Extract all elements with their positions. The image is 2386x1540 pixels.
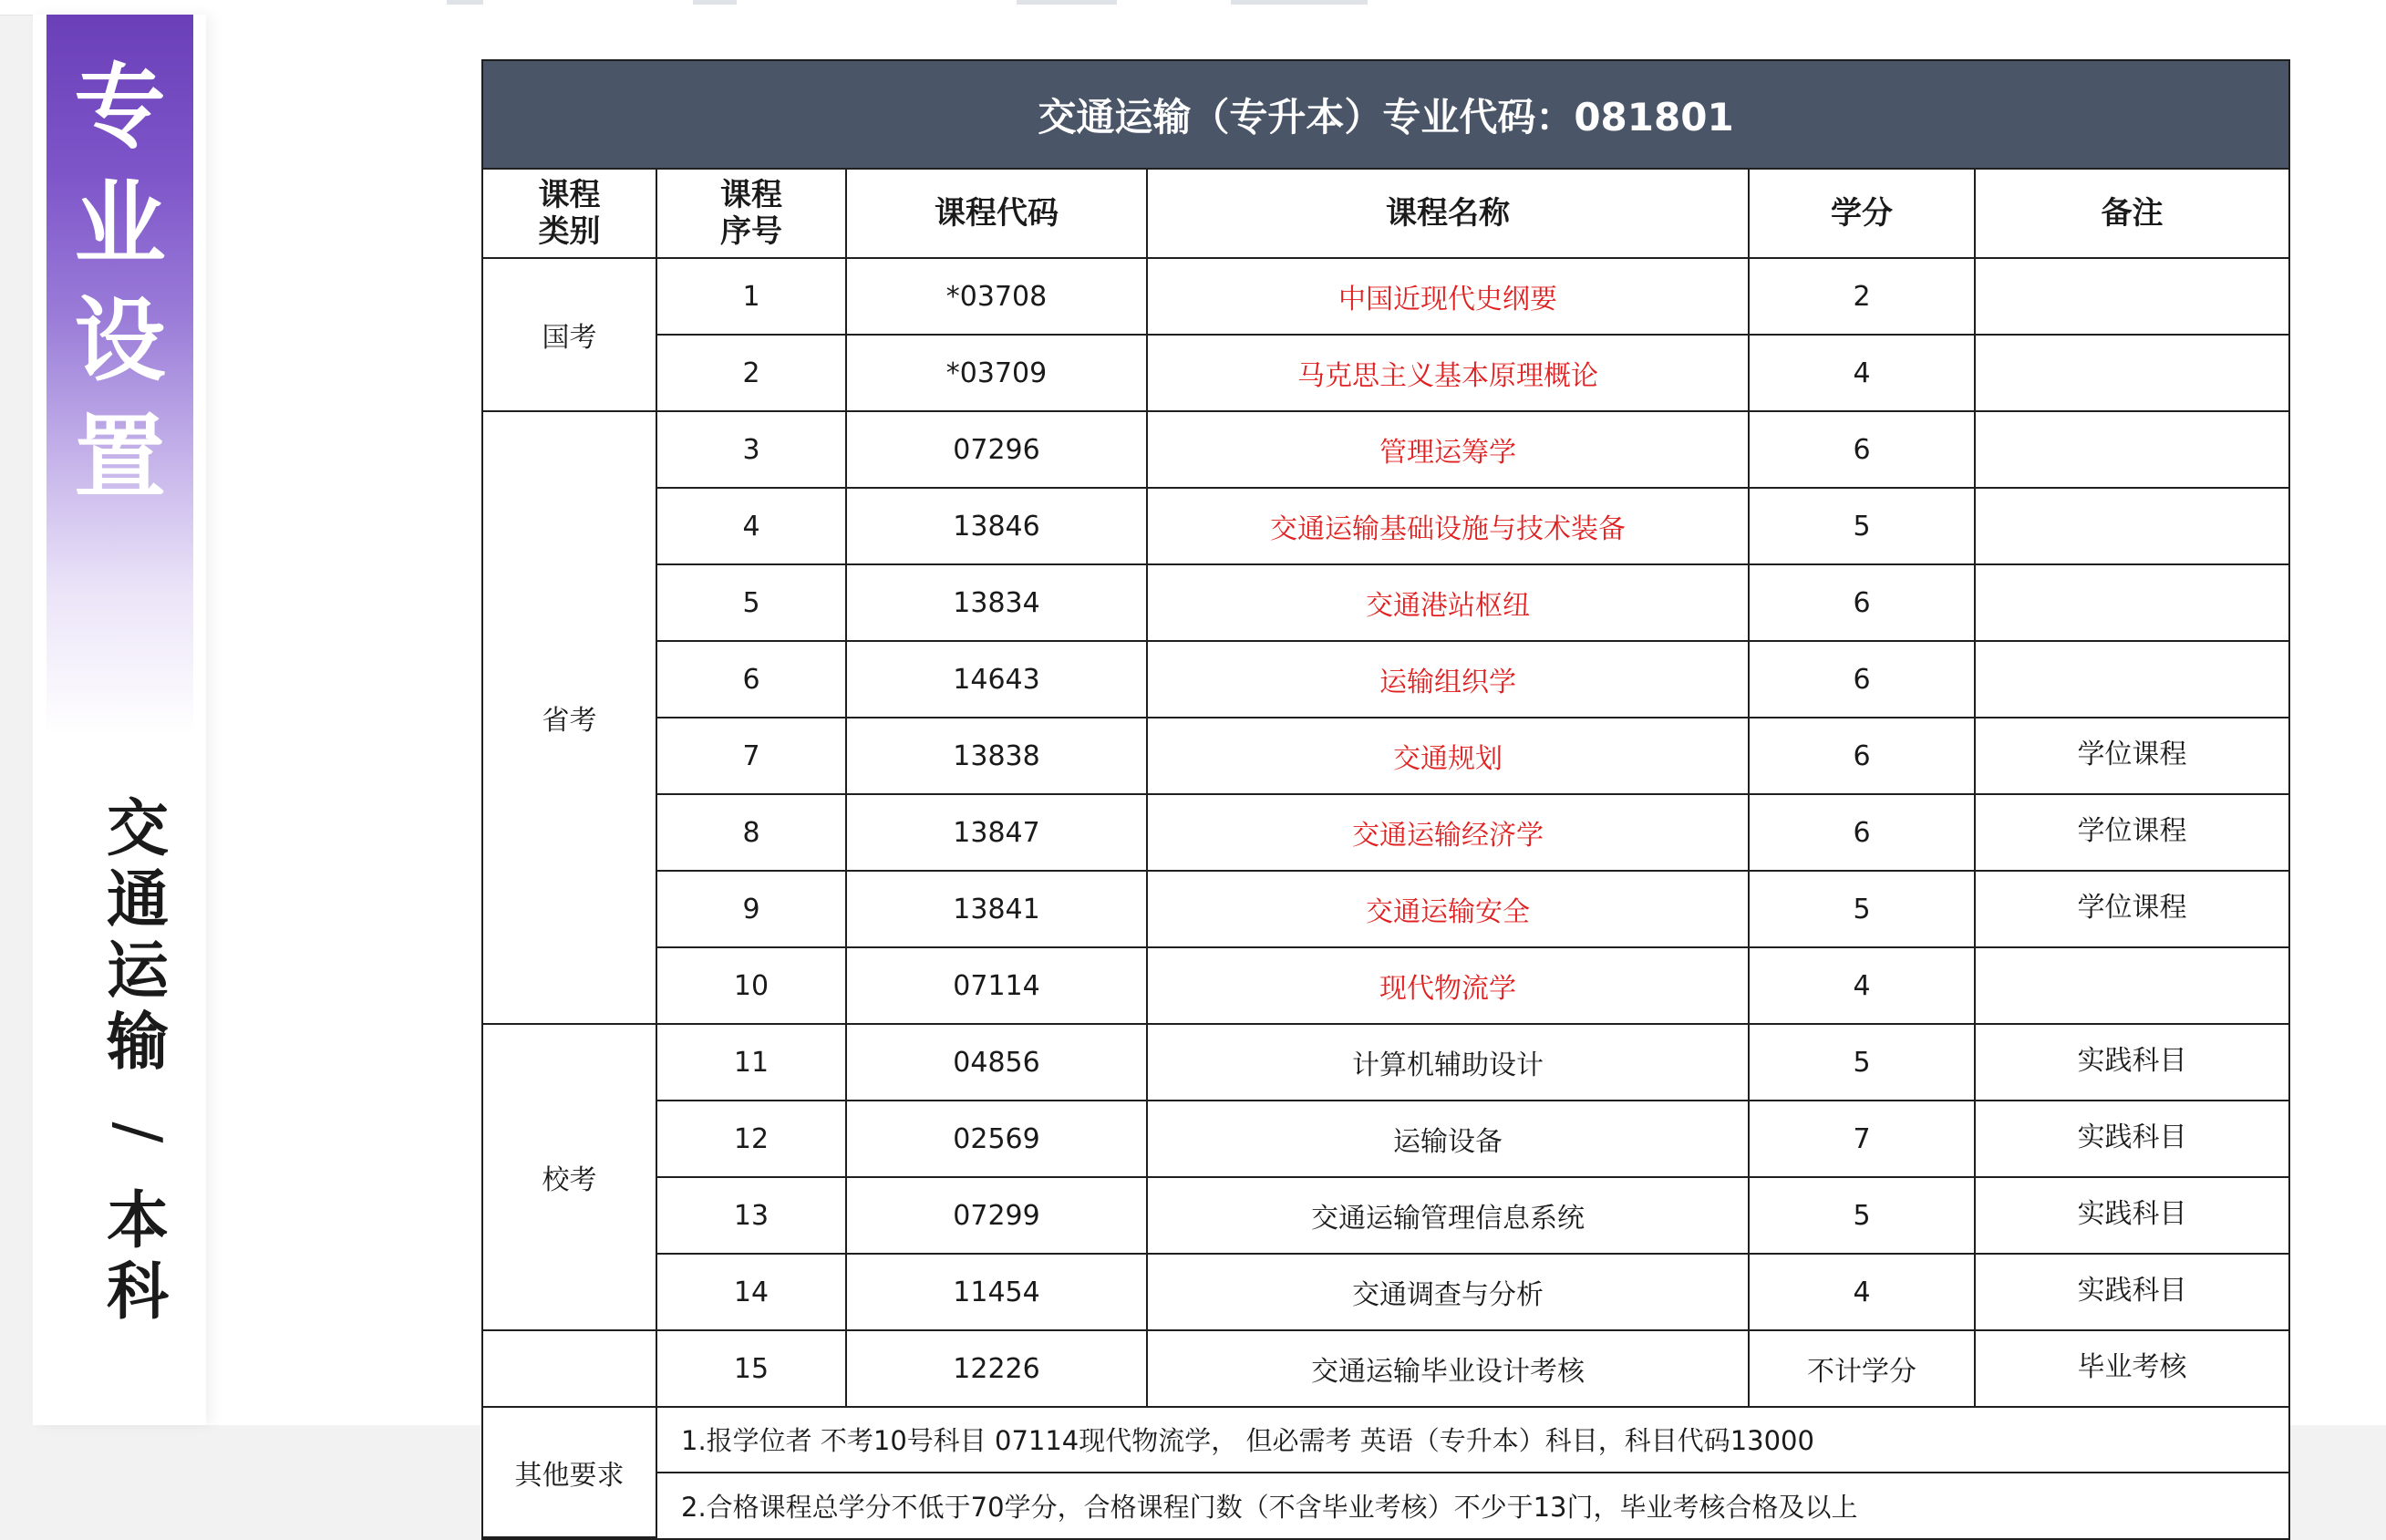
cell-remark: 实践科目	[1975, 1101, 2288, 1177]
header-remark: 备注	[1975, 170, 2288, 258]
cell-name: 运输设备	[1147, 1101, 1749, 1177]
cell-remark	[1975, 947, 2288, 1024]
cell-seq: 15	[656, 1330, 846, 1407]
cell-seq: 6	[656, 641, 846, 718]
cell-seq: 8	[656, 794, 846, 871]
group-provincial: 省考	[483, 411, 656, 1024]
note-row	[483, 1407, 2288, 1473]
cell-seq: 7	[656, 718, 846, 794]
cell-credit: 5	[1749, 1024, 1975, 1101]
cell-credit: 4	[1749, 947, 1975, 1024]
subtitle-char: 运	[106, 935, 169, 1008]
note-text: 2.合格课程总学分不低于70学分，合格课程门数（不含毕业考核）不少于13门，毕业考核合格及以上	[656, 1473, 2288, 1537]
table-row	[483, 718, 2288, 794]
cell-code: *03708	[846, 258, 1147, 335]
cell-name: 交通港站枢纽	[1147, 564, 1749, 641]
note-row	[483, 1473, 2288, 1537]
table-row	[483, 1101, 2288, 1177]
cell-name: 交通运输经济学	[1147, 794, 1749, 871]
cell-credit: 6	[1749, 411, 1975, 488]
subtitle-char: 本	[106, 1185, 169, 1257]
cell-remark: 学位课程	[1975, 871, 2288, 947]
cell-seq: 4	[656, 488, 846, 564]
cell-remark: 毕业考核	[1975, 1330, 2288, 1407]
banner-char: 专	[74, 54, 166, 160]
cell-remark: 实践科目	[1975, 1177, 2288, 1254]
header-row	[483, 170, 2288, 258]
cell-credit: 6	[1749, 641, 1975, 718]
subtitle-char: 输	[106, 1007, 169, 1079]
cell-code: 13838	[846, 718, 1147, 794]
header-seq: 课程 序号	[656, 170, 846, 258]
toolbar-tab-marker	[693, 0, 737, 5]
table-row	[483, 564, 2288, 641]
table-row	[483, 411, 2288, 488]
cell-credit: 6	[1749, 794, 1975, 871]
cell-code: 13834	[846, 564, 1147, 641]
banner-char: 业	[74, 171, 166, 277]
cell-credit: 4	[1749, 1254, 1975, 1330]
cell-code: 02569	[846, 1101, 1147, 1177]
cell-name: 运输组织学	[1147, 641, 1749, 718]
table-row	[483, 1177, 2288, 1254]
header-category: 课程 类别	[483, 170, 656, 258]
cell-seq: 14	[656, 1254, 846, 1330]
group-school: 校考	[483, 1024, 656, 1330]
table-row	[483, 641, 2288, 718]
table-row	[483, 1330, 2288, 1407]
cell-code: 04856	[846, 1024, 1147, 1101]
subtitle-char: 交	[106, 793, 169, 865]
cell-name: 中国近现代史纲要	[1147, 258, 1749, 335]
table-row	[483, 947, 2288, 1024]
cell-name: 管理运筹学	[1147, 411, 1749, 488]
subtitle-char: 科	[106, 1256, 169, 1328]
group-empty	[483, 1330, 656, 1407]
cell-seq: 13	[656, 1177, 846, 1254]
cell-name: 交通规划	[1147, 718, 1749, 794]
cell-name: 现代物流学	[1147, 947, 1749, 1024]
cell-name: 交通运输毕业设计考核	[1147, 1330, 1749, 1407]
cell-credit: 2	[1749, 258, 1975, 335]
note-text: 1.报学位者 不考10号科目 07114现代物流学， 但必需考 英语（专升本）科目，科目代码13000	[656, 1407, 2288, 1473]
table-title: 交通运输（专升本）专业代码：081801	[483, 61, 2288, 170]
table-row	[483, 335, 2288, 411]
cell-code: *03709	[846, 335, 1147, 411]
cell-code: 13846	[846, 488, 1147, 564]
table-row	[483, 794, 2288, 871]
cell-seq: 10	[656, 947, 846, 1024]
header-code: 课程代码	[846, 170, 1147, 258]
group-other: 其他要求	[483, 1407, 656, 1537]
cell-remark: 实践科目	[1975, 1254, 2288, 1330]
toolbar-tab-marker	[447, 0, 483, 5]
table-row	[483, 258, 2288, 335]
cell-code: 14643	[846, 641, 1147, 718]
cell-remark	[1975, 335, 2288, 411]
cell-credit: 6	[1749, 718, 1975, 794]
cell-seq: 12	[656, 1101, 846, 1177]
table-row	[483, 1254, 2288, 1330]
table-row	[483, 488, 2288, 564]
banner-title	[46, 49, 193, 516]
cell-name: 交通运输基础设施与技术装备	[1147, 488, 1749, 564]
cell-credit: 4	[1749, 335, 1975, 411]
header-name: 课程名称	[1147, 170, 1749, 258]
cell-credit: 不计学分	[1749, 1330, 1975, 1407]
table-row	[483, 871, 2288, 947]
toolbar-tab-marker	[1017, 0, 1117, 5]
cell-seq: 9	[656, 871, 846, 947]
cell-code: 13847	[846, 794, 1147, 871]
cell-seq: 11	[656, 1024, 846, 1101]
course-table-sheet	[481, 59, 2290, 1540]
cell-code: 07296	[846, 411, 1147, 488]
subtitle-separator: /	[101, 1121, 174, 1143]
banner-char: 设	[74, 287, 166, 394]
cell-name: 交通调查与分析	[1147, 1254, 1749, 1330]
cell-remark	[1975, 564, 2288, 641]
cell-code: 13841	[846, 871, 1147, 947]
banner-char: 置	[74, 404, 166, 511]
cell-credit: 5	[1749, 488, 1975, 564]
course-table	[483, 170, 2288, 1538]
cell-remark	[1975, 258, 2288, 335]
cell-code: 12226	[846, 1330, 1147, 1407]
cell-name: 交通运输管理信息系统	[1147, 1177, 1749, 1254]
cell-credit: 7	[1749, 1101, 1975, 1177]
table-row	[483, 1024, 2288, 1101]
cell-credit: 5	[1749, 1177, 1975, 1254]
subtitle-char: 通	[106, 864, 169, 936]
cell-remark: 学位课程	[1975, 718, 2288, 794]
cell-seq: 1	[656, 258, 846, 335]
cell-seq: 2	[656, 335, 846, 411]
cell-remark	[1975, 641, 2288, 718]
vertical-subtitle	[69, 794, 206, 1328]
toolbar-tab-marker	[1231, 0, 1368, 5]
cell-credit: 6	[1749, 564, 1975, 641]
cell-name: 马克思主义基本原理概论	[1147, 335, 1749, 411]
cell-code: 07299	[846, 1177, 1147, 1254]
cell-name: 计算机辅助设计	[1147, 1024, 1749, 1101]
cell-code: 11454	[846, 1254, 1147, 1330]
cell-name: 交通运输安全	[1147, 871, 1749, 947]
cell-remark	[1975, 411, 2288, 488]
viewer-top-bar	[0, 0, 2386, 16]
cell-remark	[1975, 488, 2288, 564]
cell-remark: 实践科目	[1975, 1024, 2288, 1101]
cell-code: 07114	[846, 947, 1147, 1024]
header-credit: 学分	[1749, 170, 1975, 258]
group-national: 国考	[483, 258, 656, 411]
cell-seq: 5	[656, 564, 846, 641]
cell-seq: 3	[656, 411, 846, 488]
cell-remark: 学位课程	[1975, 794, 2288, 871]
cell-credit: 5	[1749, 871, 1975, 947]
